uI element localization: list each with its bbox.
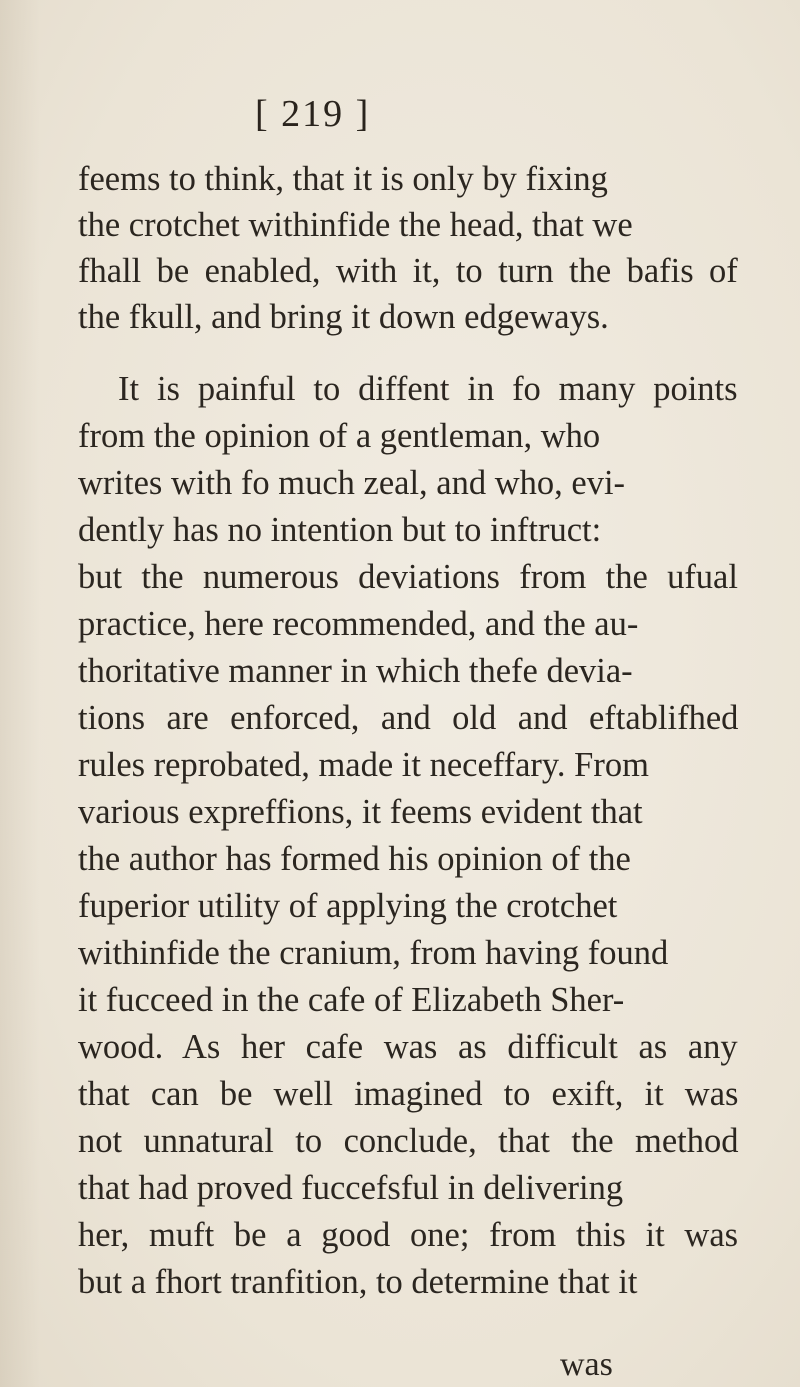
text-line: writes with fo much zeal, and who, evi- [78, 464, 626, 502]
text-line: It is painful to diffent in fo many points [118, 370, 738, 408]
text-line: the author has formed his opinion of the [78, 840, 631, 878]
text-line: various expreffions, it feems evident that [78, 793, 643, 831]
text-line: from the opinion of a gentleman, who [78, 417, 601, 455]
text-line: rules reprobated, made it neceffary. From [78, 746, 649, 784]
text-line: the crotchet withinfide the head, that we [78, 206, 633, 244]
page-number: [ 219 ] [255, 93, 371, 135]
text-line: but a fhort tranfition, to determine that it [78, 1263, 638, 1301]
text-line: dently has no intention but to inftruct: [78, 511, 602, 549]
text-line: tions are enforced, and old and eftablifhed [78, 699, 739, 737]
text-line: that can be well imagined to exift, it was [78, 1075, 739, 1113]
text-line: feems to think, that it is only by fixing [78, 160, 608, 198]
text-line: it fucceed in the cafe of Elizabeth Sher- [78, 981, 625, 1019]
text-line: wood. As her cafe was as difficult as any [78, 1028, 738, 1066]
text-line: fhall be enabled, with it, to turn the bafis of [78, 252, 738, 290]
text-line: fuperior utility of applying the crotchet [78, 887, 618, 925]
text-line: thoritative manner in which thefe devia- [78, 652, 633, 690]
text-line: the fkull, and bring it down edgeways. [78, 298, 609, 336]
text-line: not unnatural to conclude, that the method [78, 1122, 739, 1160]
text-line: withinfide the cranium, from having found [78, 934, 669, 972]
text-line: but the numerous deviations from the ufual [78, 558, 738, 596]
text-line: that had proved fuccefsful in delivering [78, 1169, 624, 1207]
text-line: her, muft be a good one; from this it was [78, 1216, 739, 1254]
text-line: practice, here recommended, and the au- [78, 605, 639, 643]
catchword: was [560, 1346, 613, 1383]
